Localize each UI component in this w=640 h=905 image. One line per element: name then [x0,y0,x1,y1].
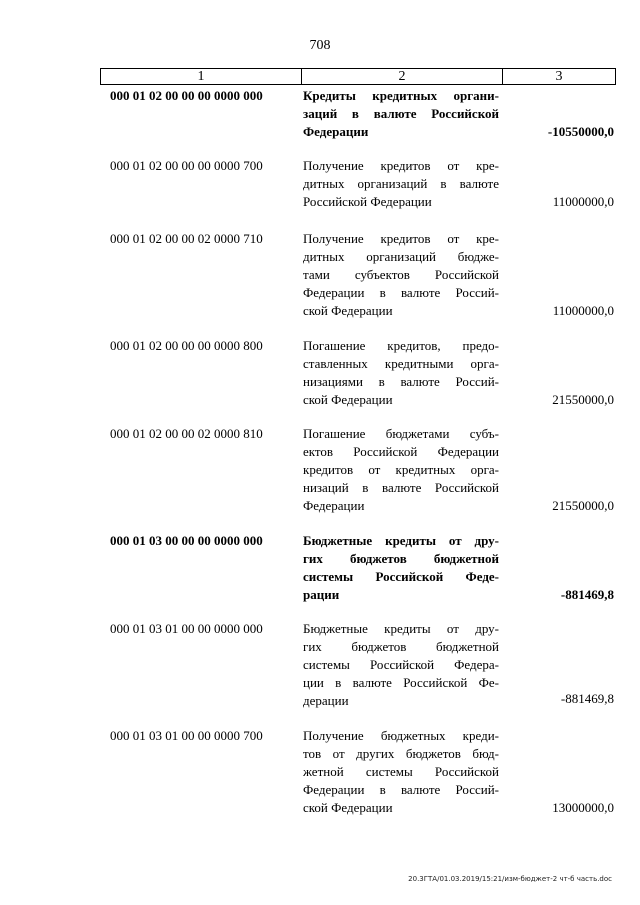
row-description: Погашение бюджетами субъ- ектов Российской Федерации кредитов от кредитных орга- низаций в валюте Российской Федерации [303,426,499,513]
budget-code: 000 01 03 00 00 00 0000 000 [110,533,263,548]
row-amount: 13000000,0 [552,800,614,815]
row-description: Кредиты кредитных органи- заций в валюте Российской Федерации [303,88,499,139]
budget-code: 000 01 02 00 00 02 0000 810 [110,426,263,441]
row-description: Получение кредитов от кре- дитных организаций бюдже- тами субъектов Российской Федерации в валюте Россий- ской Федерации [303,231,499,318]
header-col-2: 2 [302,69,503,84]
row-amount: -881469,8 [560,587,614,602]
row-description: Получение кредитов от кре- дитных организаций в валюте Российской Федерации [303,158,499,209]
budget-code: 000 01 03 01 00 00 0000 000 [110,621,263,636]
row-amount: 11000000,0 [552,303,614,318]
budget-code: 000 01 02 00 00 00 0000 000 [110,88,263,103]
row-amount: -881469,8 [560,691,614,706]
file-path-footer: 20.3ГТА/01.03.2019/15:21/изм-бюджет-2 чт-б часть.doc [408,875,612,883]
budget-code: 000 01 02 00 00 00 0000 800 [110,338,263,353]
budget-code: 000 01 02 00 00 02 0000 710 [110,231,263,246]
page-number: 708 [309,38,331,53]
row-amount: 21550000,0 [552,392,614,407]
row-amount: 11000000,0 [552,194,614,209]
header-col-1: 1 [101,69,302,84]
row-amount: -10550000,0 [547,124,614,139]
table-header [100,68,616,85]
budget-code: 000 01 03 01 00 00 0000 700 [110,728,263,743]
row-description: Получение бюджетных креди- тов от других бюджетов бюд- жетной системы Российской Федерации в валюте Россий- ской Федерации [303,728,499,815]
budget-code: 000 01 02 00 00 00 0000 700 [110,158,263,173]
header-col-3: 3 [555,69,563,84]
row-description: Бюджетные кредиты от дру- гих бюджетов бюджетной системы Российской Феде- рации [303,533,499,602]
row-description: Бюджетные кредиты от дру- гих бюджетов бюджетной системы Российской Федера- ции в валюте Российской Фе- дерации [303,621,499,708]
row-description: Погашение кредитов, предо- ставленных кредитными орга- низациями в валюте Россий- ской Федерации [303,338,499,407]
row-amount: 21550000,0 [552,498,614,513]
